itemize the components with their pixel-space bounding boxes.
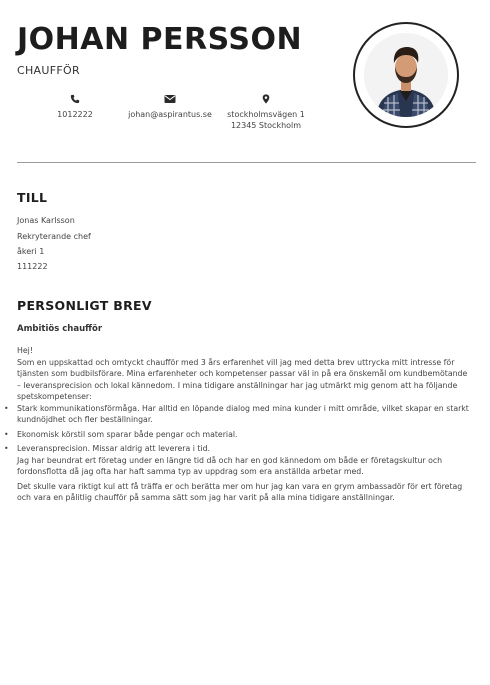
applicant-name: JOHAN PERSSON [17,22,303,57]
applicant-role: CHAUFFÖR [17,64,80,77]
email-address: johan@aspirantus.se [128,110,212,119]
envelope-icon [164,94,176,104]
phone-icon [69,94,81,104]
letter-greeting: Hej! [17,346,33,355]
phone-number: 1012222 [57,110,93,119]
recipient-title: Rekryterande chef [17,232,91,241]
recipient-company: åkeri 1 [17,247,45,256]
competence-list [17,403,472,455]
location-pin-icon [260,94,272,104]
list-item: • Ekonomisk körstil som sparar både pengar och material. [17,429,472,441]
recipient-name: Jonas Karlsson [17,216,75,225]
contact-address [222,94,310,131]
recipient-code: 111222 [17,262,48,271]
recipient-heading: TILL [17,190,48,205]
contact-phone [50,94,100,120]
address-city: 12345 Stockholm [230,121,302,130]
contact-email [120,94,220,120]
header-divider [17,162,476,163]
profile-photo [364,33,448,117]
letter-heading: PERSONLIGT BREV [17,298,152,313]
letter-intro: Som en uppskattad och omtyckt chaufför med 3 års erfarenhet vill jag med detta brev uttrycka mitt intresse för tjänsten som budbilsförare. Mina erfarenheter och kompetenser passar väl in på era önskemål om kundbemötande – leveransprecision och lokal kännedom. I mina tidigare anställningar har jag utmärkt mig genom att ha följande spetskompetenser: [17,357,468,401]
letter-subtitle: Ambitiös chaufför [17,324,103,334]
list-item: • Stark kommunikationsförmåga. Har alltid en löpande dialog med mina kunder i mitt område, vilket skapar en starkt kundnöjdhet och fler beställningar. [17,403,472,426]
letter-closing-paragraph: Det skulle vara riktigt kul att få träffa er och berätta mer om hur jag kan vara en grym ambassadör för ert företag och vara en pålitlig chaufför på samma sätt som jag har varit på alla mina tidigare anställningar. [17,481,463,502]
letter-body [17,345,472,504]
letter-paragraph: Jag har beundrat ert företag under en längre tid då och har en god kännedom om både er företagskultur och fordonsflotta då jag ofta har haft samma typ av uppdrag som era anställda arbetar med. [17,455,443,476]
profile-photo-frame [353,22,459,128]
avatar [364,33,448,117]
list-item: • Leveransprecision. Missar aldrig att leverera i tid. [17,443,472,455]
address-street: stockholmsvägen 1 [227,110,305,119]
